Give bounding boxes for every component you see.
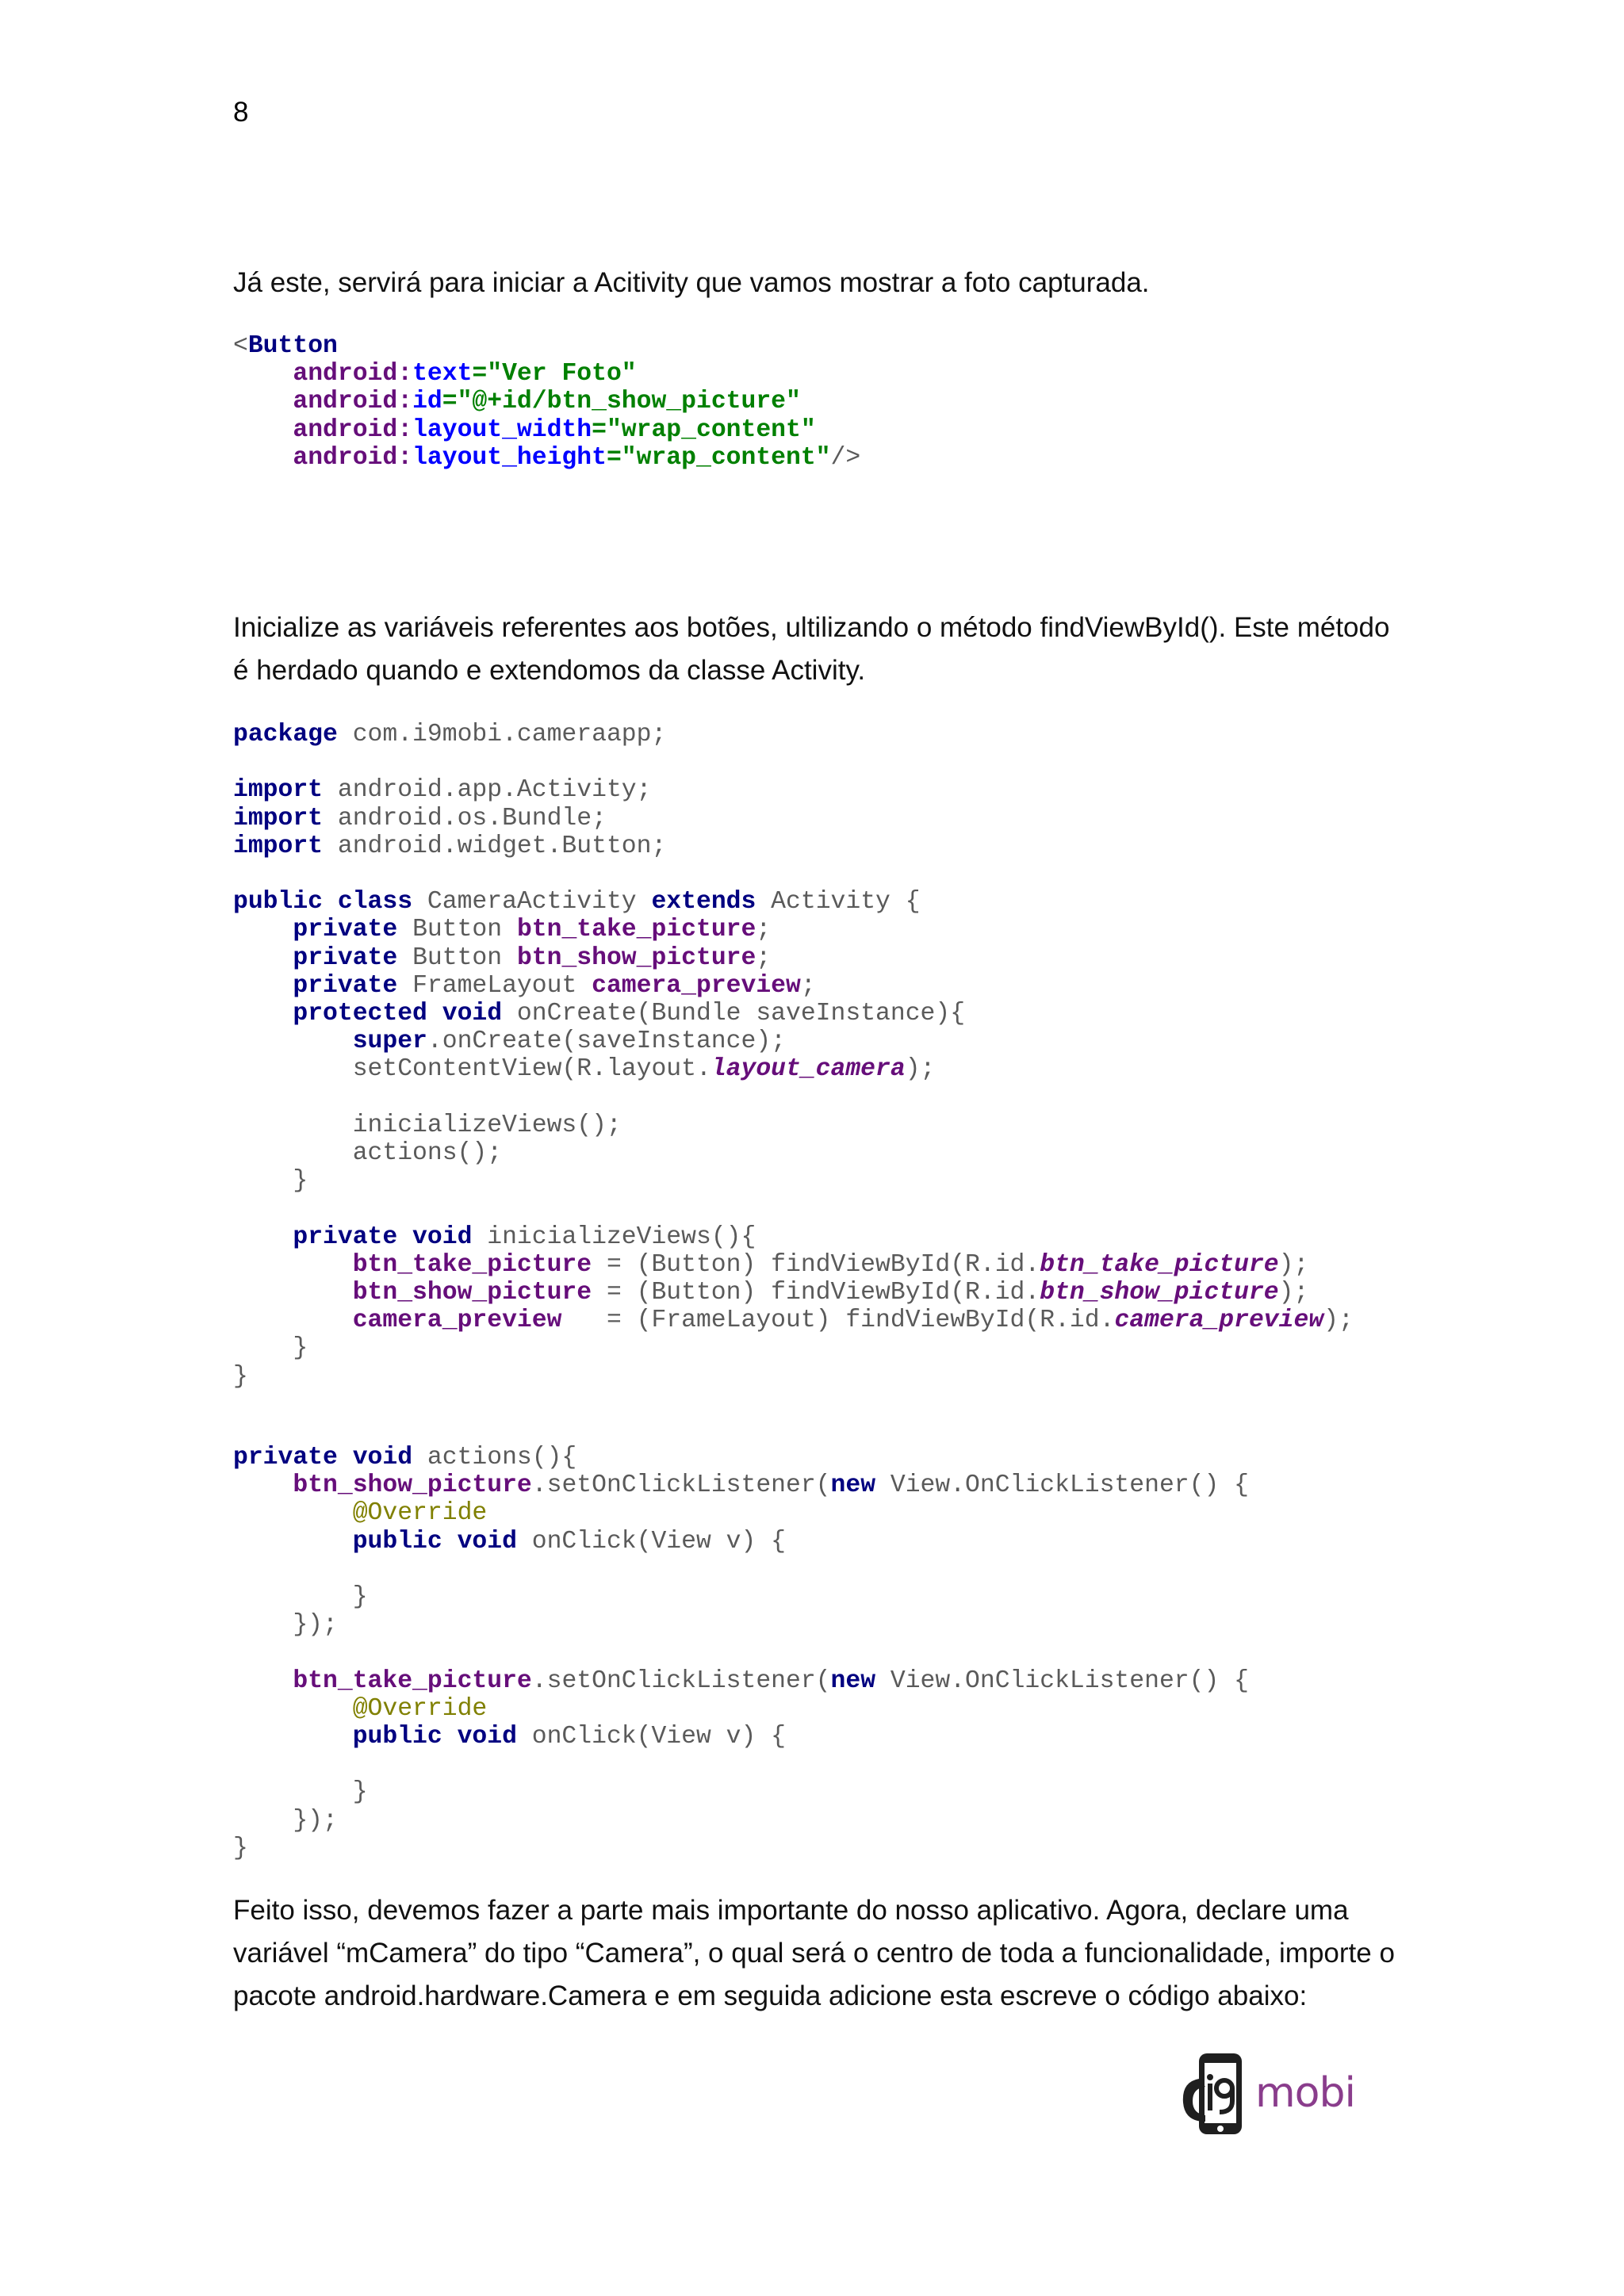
code-token: import xyxy=(233,776,324,805)
code-token: private xyxy=(293,943,398,972)
code-token xyxy=(233,1307,353,1334)
code-token: inicializeViews(){ xyxy=(472,1223,756,1251)
code-token: } xyxy=(233,1834,248,1862)
code-token: } xyxy=(233,1778,368,1807)
i9mobi-logo xyxy=(1180,2052,1370,2139)
code-token xyxy=(233,972,293,1000)
code-token: android: xyxy=(293,443,413,472)
paragraph-intro: Já este, servirá para iniciar a Acitivity que vamos mostrar a foto capturada. xyxy=(233,267,1150,298)
code-token: CameraActivity xyxy=(412,888,652,916)
code-token: camera_preview xyxy=(592,971,801,1000)
code-token: }); xyxy=(233,1611,338,1640)
code-token: } xyxy=(233,1362,248,1391)
code-token: camera_preview xyxy=(1114,1307,1324,1335)
code-token: id xyxy=(412,388,442,416)
code-token: ; xyxy=(756,916,772,944)
code-token: } xyxy=(233,1583,368,1612)
code-token: private void xyxy=(233,1444,413,1471)
code-token xyxy=(233,444,293,472)
paragraph-findviewbyid: Inicialize as variáveis referentes aos botões, ultilizando o método findViewById(). Este método é herdado quando e extendomos da classe Activity. xyxy=(233,612,1390,686)
code-token: public void xyxy=(352,1723,517,1751)
code-token: public class xyxy=(233,888,413,916)
code-token: text xyxy=(412,360,473,388)
code-token: super xyxy=(352,1027,427,1056)
code-token: btn_show_picture xyxy=(293,1471,532,1500)
code-token xyxy=(233,416,293,444)
code-token: private xyxy=(293,971,398,1000)
code-token xyxy=(233,1667,293,1695)
code-token: layout_height xyxy=(412,443,607,472)
code-token: = (FrameLayout) findViewById(R.id. xyxy=(561,1307,1115,1335)
code-token: Activity { xyxy=(756,888,921,916)
code-token: onClick(View v) { xyxy=(516,1723,786,1751)
code-token: btn_take_picture xyxy=(1040,1250,1279,1279)
code-token: protected void xyxy=(293,1000,503,1028)
code-token: = (Button) findViewById(R.id. xyxy=(592,1250,1040,1279)
code-token: = (Button) findViewById(R.id. xyxy=(592,1279,1040,1307)
code-token: FrameLayout xyxy=(397,971,592,1000)
code-token: ="Ver Foto" xyxy=(472,360,637,388)
code-token: package xyxy=(233,721,338,748)
code-token xyxy=(233,1223,293,1251)
code-token xyxy=(233,1279,353,1307)
code-token: new xyxy=(830,1471,876,1500)
code-token: android.widget.Button; xyxy=(323,832,667,860)
code-token: layout_width xyxy=(412,415,592,444)
code-token: btn_take_picture xyxy=(293,1667,532,1695)
code-token: Button xyxy=(397,943,517,972)
code-token: ); xyxy=(1323,1307,1354,1335)
code-token xyxy=(233,1723,353,1751)
code-token: android.app.Activity; xyxy=(323,776,652,805)
code-token: @Override xyxy=(352,1499,488,1528)
code-token: android: xyxy=(293,360,413,388)
code-token: Button xyxy=(397,916,517,944)
code-token: ); xyxy=(905,1055,936,1084)
code-token: android: xyxy=(293,388,413,416)
code-token: /> xyxy=(830,443,861,472)
code-token: ="wrap_content" xyxy=(606,443,831,472)
code-token: ; xyxy=(800,971,816,1000)
phone-i9-icon xyxy=(1182,2052,1248,2137)
code-token: btn_show_picture xyxy=(352,1279,592,1307)
code-token: View.OnClickListener() { xyxy=(875,1667,1249,1695)
code-token: public void xyxy=(352,1527,517,1556)
code-token xyxy=(233,1027,353,1055)
code-token: < xyxy=(233,332,248,360)
code-token: btn_show_picture xyxy=(516,943,756,972)
code-token: btn_take_picture xyxy=(516,916,756,944)
paragraph-mcamera: Feito isso, devemos fazer a parte mais importante do nosso aplicativo. Agora, declare uma variável “mCamera” do tipo “Camera”, o qual será o centro de toda a funcionalidade, importe o pacote android.hardware.Camera e em seguida adicione esta escreve o código abaixo: xyxy=(233,1895,1395,2011)
code-token xyxy=(233,916,293,943)
code-token: btn_take_picture xyxy=(352,1250,592,1279)
code-token: camera_preview xyxy=(352,1307,562,1335)
code-token: onCreate(Bundle saveInstance){ xyxy=(502,1000,966,1028)
code-token: .onCreate(saveInstance); xyxy=(427,1027,786,1056)
code-block-xml xyxy=(233,332,860,472)
code-token: ); xyxy=(1278,1250,1309,1279)
code-token xyxy=(233,1471,293,1499)
code-token: ="wrap_content" xyxy=(592,415,816,444)
code-token: new xyxy=(830,1667,876,1695)
code-token: android: xyxy=(293,415,413,444)
code-token: ="@+id/btn_show_picture" xyxy=(442,388,801,416)
logo-text: mobi xyxy=(1255,2069,1355,2117)
code-token: btn_show_picture xyxy=(1040,1279,1279,1307)
code-token: onClick(View v) { xyxy=(516,1527,786,1556)
code-token: .setOnClickListener( xyxy=(531,1667,831,1695)
code-token: setContentView(R.layout. xyxy=(233,1055,711,1084)
code-token xyxy=(233,360,293,388)
code-token: layout_camera xyxy=(710,1055,906,1084)
code-token xyxy=(233,388,293,415)
code-token: } xyxy=(233,1167,308,1196)
code-token: android.os.Bundle; xyxy=(323,804,607,832)
code-token: import xyxy=(233,832,324,860)
code-token: } xyxy=(233,1334,308,1363)
code-token: inicializeViews(); xyxy=(233,1111,622,1139)
code-token xyxy=(233,1499,353,1527)
code-block-actions xyxy=(233,1444,1249,1862)
code-block-camera-activity xyxy=(233,721,1354,1391)
code-token: private xyxy=(293,916,398,944)
code-token: Button xyxy=(247,332,338,360)
code-token: @Override xyxy=(352,1694,488,1723)
page-number: 8 xyxy=(233,97,249,128)
code-token: com.i9mobi.cameraapp; xyxy=(337,721,667,748)
code-token xyxy=(233,1528,353,1556)
code-token xyxy=(233,1695,353,1723)
code-token: .setOnClickListener( xyxy=(531,1471,831,1500)
code-token: ; xyxy=(756,943,772,972)
code-token xyxy=(233,1251,353,1279)
code-token: actions(); xyxy=(233,1139,503,1168)
code-token xyxy=(233,1000,293,1027)
code-token: View.OnClickListener() { xyxy=(875,1471,1249,1500)
code-token: ); xyxy=(1278,1279,1309,1307)
code-token: actions(){ xyxy=(412,1444,577,1471)
code-token: private void xyxy=(293,1223,473,1251)
code-token: }); xyxy=(233,1806,338,1835)
code-token xyxy=(233,944,293,972)
code-token: import xyxy=(233,804,324,832)
code-token: extends xyxy=(651,888,756,916)
